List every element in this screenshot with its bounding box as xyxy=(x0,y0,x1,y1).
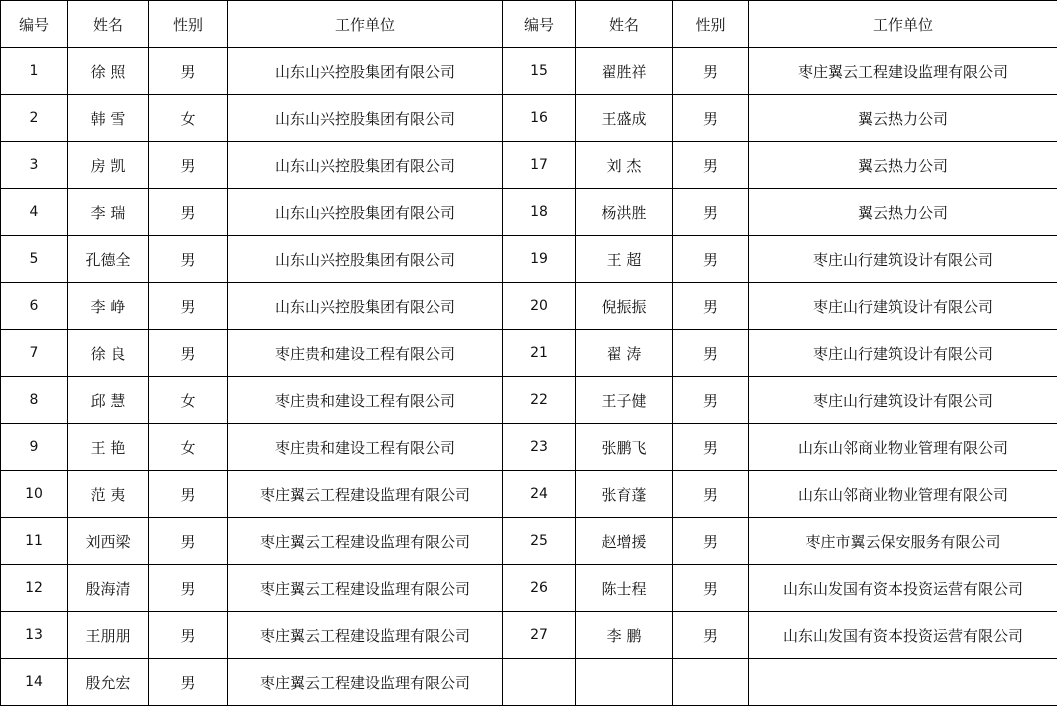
table-row xyxy=(1,518,1057,565)
left-number-cell: 12 xyxy=(1,565,68,612)
left-number-cell: 14 xyxy=(1,659,68,706)
left-gender-cell: 男 xyxy=(149,518,228,565)
right-gender-cell: 男 xyxy=(673,518,749,565)
table-row xyxy=(1,659,1057,706)
right-number-cell: 16 xyxy=(503,95,576,142)
table-row xyxy=(1,236,1057,283)
left-gender-cell: 男 xyxy=(149,471,228,518)
header-name-left: 姓名 xyxy=(68,1,149,48)
right-unit-cell: 山东山发国有资本投资运营有限公司 xyxy=(749,612,1057,659)
right-name-cell: 王盛成 xyxy=(576,95,673,142)
left-number-cell: 4 xyxy=(1,189,68,236)
left-number-cell: 8 xyxy=(1,377,68,424)
right-unit-cell: 枣庄山行建筑设计有限公司 xyxy=(749,330,1057,377)
left-gender-cell: 男 xyxy=(149,189,228,236)
right-gender-cell: 男 xyxy=(673,377,749,424)
right-gender-cell: 男 xyxy=(673,95,749,142)
header-gender-left: 性别 xyxy=(149,1,228,48)
right-name-cell: 王 超 xyxy=(576,236,673,283)
right-unit-cell: 枣庄市翼云保安服务有限公司 xyxy=(749,518,1057,565)
right-name-cell: 张鹏飞 xyxy=(576,424,673,471)
right-number-cell: 27 xyxy=(503,612,576,659)
left-unit-cell: 枣庄贵和建设工程有限公司 xyxy=(228,424,503,471)
left-name-cell: 李 峥 xyxy=(68,283,149,330)
left-unit-cell: 山东山兴控股集团有限公司 xyxy=(228,236,503,283)
left-number-cell: 5 xyxy=(1,236,68,283)
left-unit-cell: 枣庄翼云工程建设监理有限公司 xyxy=(228,659,503,706)
right-unit-cell: 枣庄山行建筑设计有限公司 xyxy=(749,283,1057,330)
right-unit-cell: 山东山发国有资本投资运营有限公司 xyxy=(749,565,1057,612)
left-name-cell: 李 瑞 xyxy=(68,189,149,236)
right-number-cell xyxy=(503,659,576,706)
header-number-right: 编号 xyxy=(503,1,576,48)
right-name-cell: 张育蓬 xyxy=(576,471,673,518)
left-unit-cell: 山东山兴控股集团有限公司 xyxy=(228,283,503,330)
table-row xyxy=(1,142,1057,189)
right-name-cell xyxy=(576,659,673,706)
right-unit-cell: 枣庄山行建筑设计有限公司 xyxy=(749,377,1057,424)
table-row xyxy=(1,189,1057,236)
right-name-cell: 刘 杰 xyxy=(576,142,673,189)
right-unit-cell: 翼云热力公司 xyxy=(749,189,1057,236)
right-unit-cell xyxy=(749,659,1057,706)
left-gender-cell: 男 xyxy=(149,565,228,612)
left-gender-cell: 男 xyxy=(149,236,228,283)
left-number-cell: 11 xyxy=(1,518,68,565)
right-gender-cell xyxy=(673,659,749,706)
left-unit-cell: 枣庄贵和建设工程有限公司 xyxy=(228,377,503,424)
header-number-left: 编号 xyxy=(1,1,68,48)
right-gender-cell: 男 xyxy=(673,48,749,95)
left-gender-cell: 男 xyxy=(149,612,228,659)
right-gender-cell: 男 xyxy=(673,330,749,377)
left-name-cell: 邱 慧 xyxy=(68,377,149,424)
right-number-cell: 21 xyxy=(503,330,576,377)
left-gender-cell: 女 xyxy=(149,377,228,424)
left-number-cell: 1 xyxy=(1,48,68,95)
table-row xyxy=(1,377,1057,424)
right-gender-cell: 男 xyxy=(673,565,749,612)
right-name-cell: 翟 涛 xyxy=(576,330,673,377)
left-number-cell: 7 xyxy=(1,330,68,377)
right-number-cell: 26 xyxy=(503,565,576,612)
right-name-cell: 翟胜祥 xyxy=(576,48,673,95)
left-unit-cell: 山东山兴控股集团有限公司 xyxy=(228,95,503,142)
left-name-cell: 王朋朋 xyxy=(68,612,149,659)
left-name-cell: 王 艳 xyxy=(68,424,149,471)
right-unit-cell: 枣庄翼云工程建设监理有限公司 xyxy=(749,48,1057,95)
right-number-cell: 24 xyxy=(503,471,576,518)
right-gender-cell: 男 xyxy=(673,236,749,283)
left-unit-cell: 枣庄翼云工程建设监理有限公司 xyxy=(228,612,503,659)
right-number-cell: 19 xyxy=(503,236,576,283)
right-gender-cell: 男 xyxy=(673,471,749,518)
left-unit-cell: 山东山兴控股集团有限公司 xyxy=(228,142,503,189)
left-name-cell: 殷允宏 xyxy=(68,659,149,706)
left-number-cell: 9 xyxy=(1,424,68,471)
right-name-cell: 杨洪胜 xyxy=(576,189,673,236)
left-unit-cell: 枣庄翼云工程建设监理有限公司 xyxy=(228,518,503,565)
header-row xyxy=(1,1,1057,48)
left-gender-cell: 女 xyxy=(149,424,228,471)
right-unit-cell: 翼云热力公司 xyxy=(749,95,1057,142)
right-name-cell: 李 鹏 xyxy=(576,612,673,659)
right-gender-cell: 男 xyxy=(673,424,749,471)
header-name-right: 姓名 xyxy=(576,1,673,48)
left-unit-cell: 山东山兴控股集团有限公司 xyxy=(228,189,503,236)
left-name-cell: 孔德全 xyxy=(68,236,149,283)
header-unit-left: 工作单位 xyxy=(228,1,503,48)
right-number-cell: 15 xyxy=(503,48,576,95)
right-unit-cell: 山东山邻商业物业管理有限公司 xyxy=(749,424,1057,471)
left-gender-cell: 女 xyxy=(149,95,228,142)
table-row xyxy=(1,424,1057,471)
left-number-cell: 10 xyxy=(1,471,68,518)
header-gender-right: 性别 xyxy=(673,1,749,48)
left-name-cell: 韩 雪 xyxy=(68,95,149,142)
left-name-cell: 房 凯 xyxy=(68,142,149,189)
table-row xyxy=(1,612,1057,659)
left-gender-cell: 男 xyxy=(149,142,228,189)
left-unit-cell: 枣庄翼云工程建设监理有限公司 xyxy=(228,471,503,518)
right-unit-cell: 翼云热力公司 xyxy=(749,142,1057,189)
left-name-cell: 徐 良 xyxy=(68,330,149,377)
right-gender-cell: 男 xyxy=(673,612,749,659)
table-row xyxy=(1,48,1057,95)
right-number-cell: 17 xyxy=(503,142,576,189)
right-number-cell: 22 xyxy=(503,377,576,424)
left-number-cell: 13 xyxy=(1,612,68,659)
left-gender-cell: 男 xyxy=(149,330,228,377)
left-name-cell: 殷海清 xyxy=(68,565,149,612)
right-unit-cell: 枣庄山行建筑设计有限公司 xyxy=(749,236,1057,283)
left-number-cell: 6 xyxy=(1,283,68,330)
table-row xyxy=(1,330,1057,377)
right-unit-cell: 山东山邻商业物业管理有限公司 xyxy=(749,471,1057,518)
right-number-cell: 25 xyxy=(503,518,576,565)
right-number-cell: 23 xyxy=(503,424,576,471)
table-row xyxy=(1,565,1057,612)
left-unit-cell: 枣庄贵和建设工程有限公司 xyxy=(228,330,503,377)
right-number-cell: 18 xyxy=(503,189,576,236)
right-gender-cell: 男 xyxy=(673,142,749,189)
right-gender-cell: 男 xyxy=(673,283,749,330)
left-unit-cell: 山东山兴控股集团有限公司 xyxy=(228,48,503,95)
header-unit-right: 工作单位 xyxy=(749,1,1057,48)
left-name-cell: 徐 照 xyxy=(68,48,149,95)
left-unit-cell: 枣庄翼云工程建设监理有限公司 xyxy=(228,565,503,612)
right-name-cell: 陈士程 xyxy=(576,565,673,612)
left-gender-cell: 男 xyxy=(149,283,228,330)
table-row xyxy=(1,471,1057,518)
left-number-cell: 3 xyxy=(1,142,68,189)
table-body xyxy=(1,48,1057,706)
right-name-cell: 王子健 xyxy=(576,377,673,424)
left-name-cell: 刘西梁 xyxy=(68,518,149,565)
right-number-cell: 20 xyxy=(503,283,576,330)
right-name-cell: 倪振振 xyxy=(576,283,673,330)
table-row xyxy=(1,95,1057,142)
left-gender-cell: 男 xyxy=(149,659,228,706)
left-gender-cell: 男 xyxy=(149,48,228,95)
left-number-cell: 2 xyxy=(1,95,68,142)
right-gender-cell: 男 xyxy=(673,189,749,236)
left-name-cell: 范 夷 xyxy=(68,471,149,518)
table-row xyxy=(1,283,1057,330)
table-header xyxy=(1,1,1057,48)
right-name-cell: 赵增援 xyxy=(576,518,673,565)
